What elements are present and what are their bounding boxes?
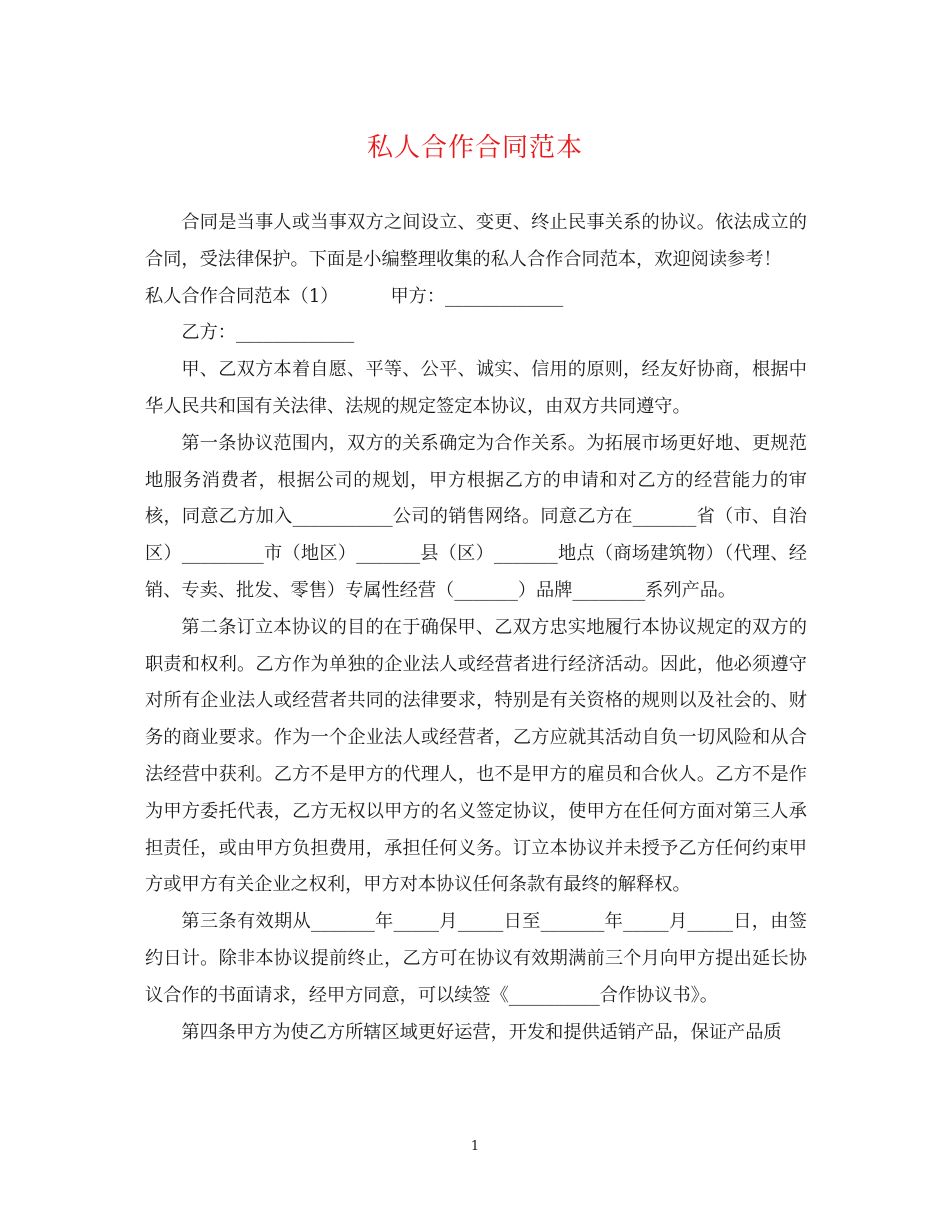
- document-title: 私人合作合同范本: [366, 133, 583, 163]
- sample-heading-line: [145, 279, 807, 316]
- page-number: 1: [470, 1139, 480, 1154]
- article-2-paragraph: 第二条订立本协议的目的在于确保甲、乙双方忠实地履行本协议规定的双方的职责和权利。乙方作为单独的企业法人或经营者进行经济活动。因此，他必须遵守对所有企业法人或经营者共同的法律要求，特别是有关资格的规则以及社会的、财务的商业要求。作为一个企业法人或经营者，乙方应就其活动自负一切风险和从合法经营中获利。乙方不是甲方的代理人，也不是甲方的雇员和合伙人。乙方不是作为甲方委托代表，乙方无权以甲方的名义签定协议，使甲方在任何方面对第三人承担责任，或由甲方负担费用，承担任何义务。订立本协议并未授予乙方任何约束甲方或甲方有关企业之权利，甲方对本协议任何条款有最终的解释权。: [145, 616, 807, 896]
- article-1-paragraph: 第一条协议范围内，双方的关系确定为合作关系。为拓展市场更好地、更规范地服务消费者，根据公司的规划，甲方根据乙方的申请和对乙方的经营能力的审核，同意乙方加入___________公司的销售网络。同意乙方在_______省（市、自治区）_________市（地区）_______县（区）_______地点（商场建筑物）（代理、经销、专卖、批发、零售）专属性经营（_______）品牌________系列产品。: [145, 432, 807, 601]
- sample-heading: 私人合作合同范本（1）: [145, 285, 339, 307]
- party-a-field: 甲方：_____________: [390, 285, 564, 307]
- preamble-paragraph: 甲、乙双方本着自愿、平等、公平、诚实、信用的原则，经友好协商，根据中华人民共和国有关法律、法规的规定签定本协议，由双方共同遵守。: [145, 359, 807, 417]
- document-body: [145, 205, 807, 1051]
- party-b-field: 乙方：_____________: [181, 322, 355, 344]
- intro-paragraph: 合同是当事人或当事双方之间设立、变更、终止民事关系的协议。依法成立的合同，受法律保护。下面是小编整理收集的私人合作合同范本，欢迎阅读参考！: [145, 212, 807, 270]
- article-4-paragraph: 第四条甲方为使乙方所辖区域更好运营，开发和提供适销产品，保证产品质: [181, 1021, 782, 1043]
- article-3-paragraph: 第三条有效期从_______年_____月_____日至_______年_____月_____日，由签约日计。除非本协议提前终止，乙方可在协议有效期满前三个月向甲方提出延长协议合作的书面请求，经甲方同意，可以续签《__________合作协议书》。: [145, 911, 807, 1006]
